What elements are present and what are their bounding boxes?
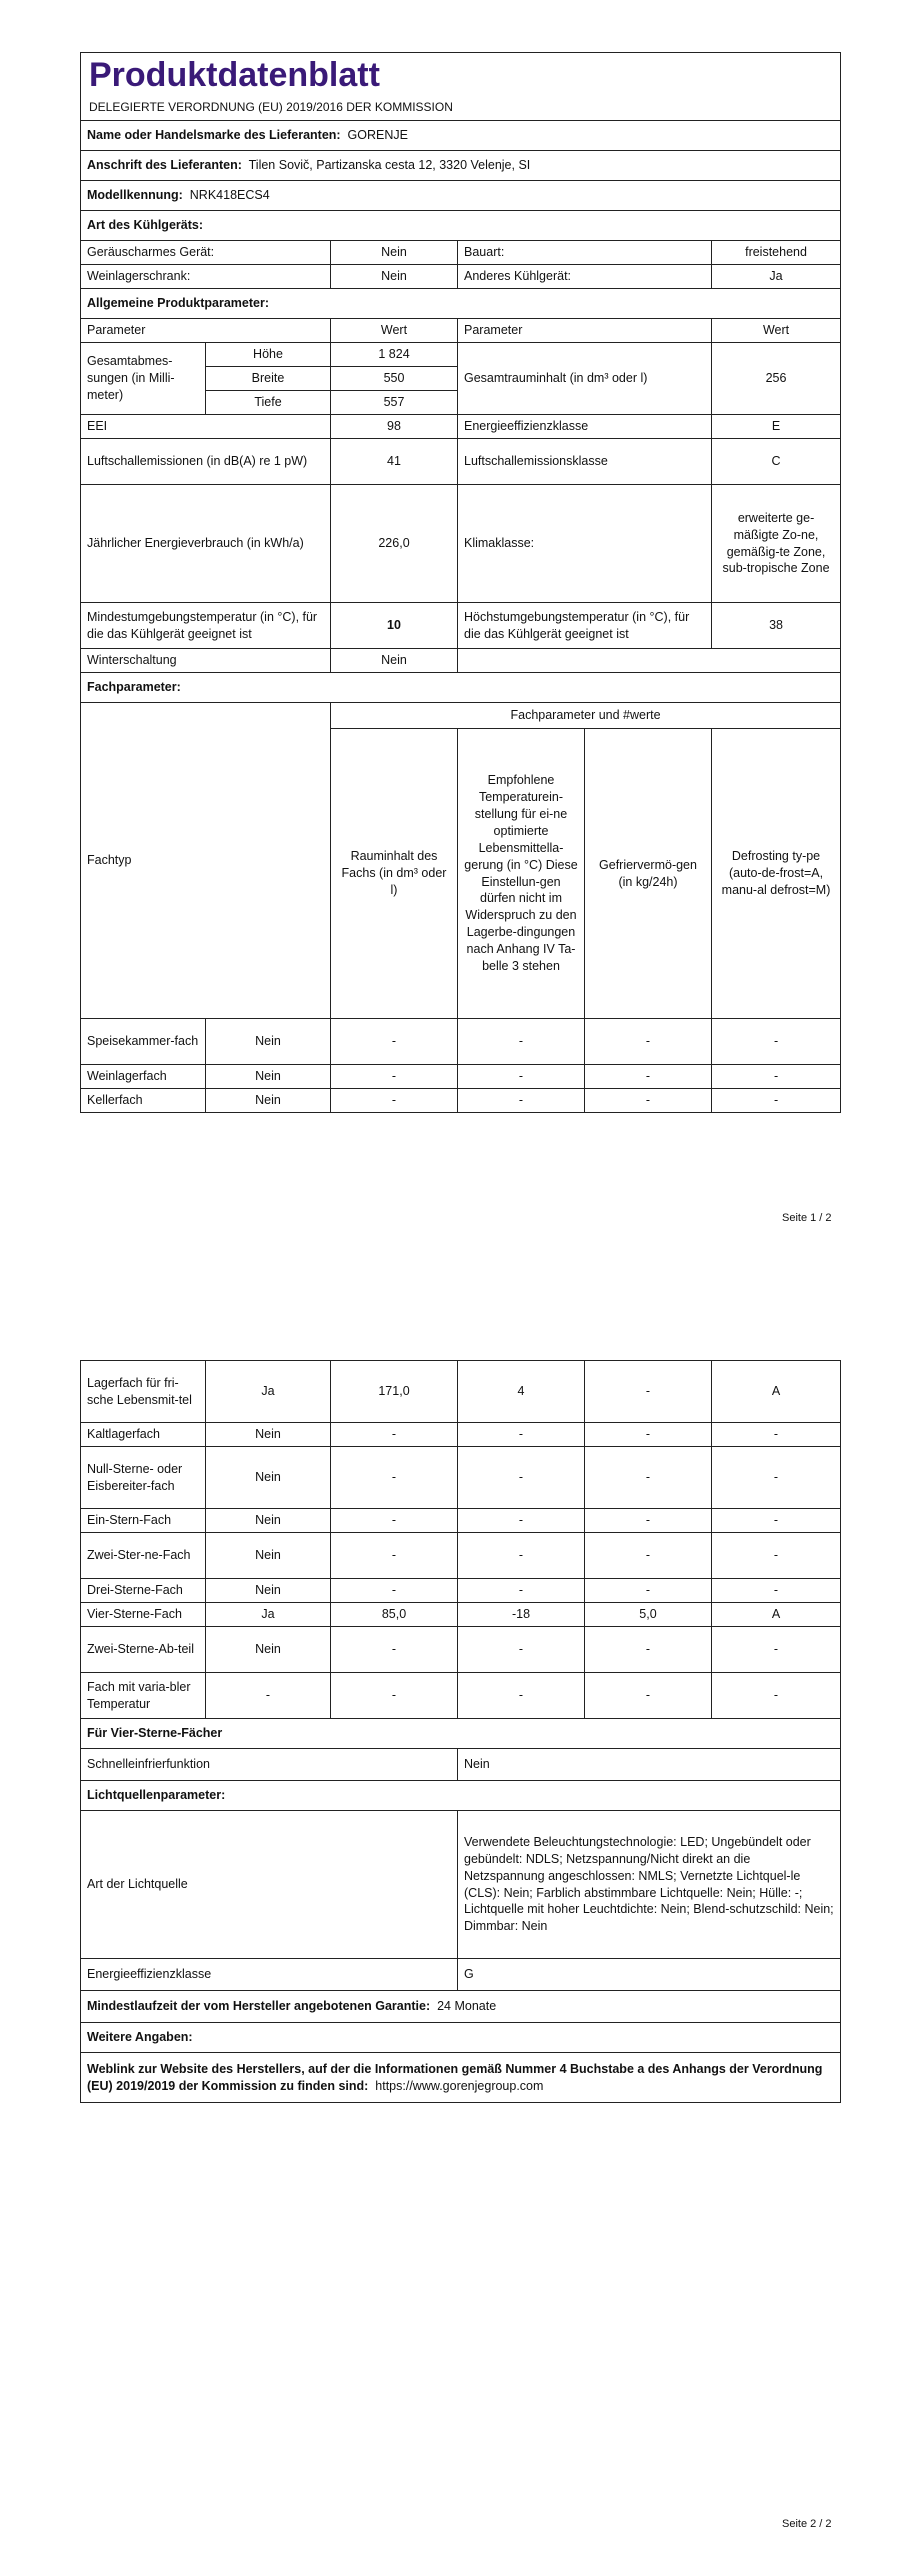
model-label: Modellkennung: [87, 188, 183, 203]
compartment-name: Zwei-Sterne-Ab-teil [81, 1627, 206, 1673]
compartment-defrost: - [712, 1019, 841, 1065]
eei-label: EEI [81, 415, 331, 439]
compartment-name: Speisekammer-fach [81, 1019, 206, 1065]
compartment-volume: 171,0 [331, 1361, 458, 1423]
climate-class-value: erweiterte ge-mäßigte Zo-ne, gemäßig-te Zone, sub-tropische Zone [712, 485, 841, 603]
page-2 [80, 1360, 840, 2103]
compartment-row [81, 1065, 841, 1089]
compartment-name: Kaltlagerfach [81, 1423, 206, 1447]
supplier-address-label: Anschrift des Lieferanten: [87, 158, 242, 173]
compartment-defrost: - [712, 1423, 841, 1447]
noise-emission-label: Luftschallemissionen (in dB(A) re 1 pW) [81, 439, 331, 485]
depth-label: Tiefe [206, 391, 331, 415]
compartment-present: - [206, 1673, 331, 1719]
col-header-parameter: Parameter [81, 319, 331, 343]
compartment-volume: - [331, 1065, 458, 1089]
compartment-freeze: - [585, 1065, 712, 1089]
compartment-temp: - [458, 1423, 585, 1447]
height-label: Höhe [206, 343, 331, 367]
compartment-present: Nein [206, 1579, 331, 1603]
width-label: Breite [206, 367, 331, 391]
light-source-type-value: Verwendete Beleuchtungstechnologie: LED; Ungebündelt oder gebündelt: NDLS; Netzspannung/Nicht direkt an die Netzspannung angeschlossen: NMLS; Vernetzte Lichtquel-le (CLS): Nein; Farblich abstimmbare Lichtquelle: Nein; Hülle: -; Lichtquelle mit hoher Leuchtdichte: Nein; Blend-schutzschild: Nein; Dimmbar: Nein [458, 1811, 841, 1959]
compartment-temp: 4 [458, 1361, 585, 1423]
compartment-group-header: Fachparameter und #werte [331, 703, 841, 729]
energy-class-label: Energieeffizienzklasse [458, 415, 712, 439]
compartment-defrost: - [712, 1447, 841, 1509]
compartment-present: Nein [206, 1533, 331, 1579]
winter-setting-empty [458, 649, 841, 673]
compartment-row [81, 1019, 841, 1065]
four-star-heading: Für Vier-Sterne-Fächer [81, 1719, 841, 1749]
general-params-heading: Allgemeine Produktparameter: [81, 289, 841, 319]
col-header-parameter-2: Parameter [458, 319, 712, 343]
compartment-row [81, 1509, 841, 1533]
energy-class-value: E [712, 415, 841, 439]
compartment-name: Vier-Sterne-Fach [81, 1603, 206, 1627]
compartment-volume: - [331, 1089, 458, 1113]
compartment-rows-page2 [81, 1361, 841, 1719]
compartment-defrost: - [712, 1627, 841, 1673]
light-source-type-label: Art der Lichtquelle [81, 1811, 458, 1959]
height-value: 1 824 [331, 343, 458, 367]
min-ambient-temp-value: 10 [331, 603, 458, 649]
compartment-volume: - [331, 1019, 458, 1065]
light-source-heading: Lichtquellenparameter: [81, 1781, 841, 1811]
compartment-defrost: - [712, 1509, 841, 1533]
col-header-value: Wert [331, 319, 458, 343]
page-number-1: Seite 1 / 2 [782, 1212, 832, 1224]
compartment-temp: - [458, 1509, 585, 1533]
guarantee-value: 24 Monate [437, 1999, 497, 2014]
winter-setting-label: Winterschaltung [81, 649, 331, 673]
compartment-present: Ja [206, 1603, 331, 1627]
compartment-defrost: - [712, 1089, 841, 1113]
light-energy-class-label: Energieeffizienzklasse [81, 1959, 458, 1991]
compartment-defrost: - [712, 1533, 841, 1579]
compartment-volume: - [331, 1627, 458, 1673]
compartment-temp: - [458, 1533, 585, 1579]
compartment-defrost: - [712, 1065, 841, 1089]
compartment-params-heading: Fachparameter: [81, 673, 841, 703]
eei-value: 98 [331, 415, 458, 439]
compartment-freeze: - [585, 1627, 712, 1673]
supplier-address-row [81, 151, 841, 181]
quick-freeze-label: Schnelleinfrierfunktion [81, 1749, 458, 1781]
compartment-temp: - [458, 1089, 585, 1113]
page-number-2: Seite 2 / 2 [782, 2518, 832, 2530]
further-info-heading: Weitere Angaben: [81, 2023, 841, 2053]
wine-cabinet-label: Weinlagerschrank: [81, 265, 331, 289]
compartment-name: Null-Sterne- oder Eisbereiter-fach [81, 1447, 206, 1509]
compartment-temp: - [458, 1447, 585, 1509]
compartment-row [81, 1089, 841, 1113]
other-appliance-value: Ja [712, 265, 841, 289]
compartment-volume: - [331, 1447, 458, 1509]
compartment-name: Weinlagerfach [81, 1065, 206, 1089]
compartment-present: Nein [206, 1065, 331, 1089]
wine-cabinet-value: Nein [331, 265, 458, 289]
compartment-type-header: Fachtyp [81, 703, 331, 1019]
compartment-present: Ja [206, 1361, 331, 1423]
compartment-volume: - [331, 1509, 458, 1533]
compartment-name: Lagerfach für fri-sche Lebensmit-tel [81, 1361, 206, 1423]
compartment-row [81, 1627, 841, 1673]
compartment-freeze: - [585, 1019, 712, 1065]
supplier-name-label: Name oder Handelsmarke des Lieferanten: [87, 128, 341, 143]
annual-energy-label: Jährlicher Energieverbrauch (in kWh/a) [81, 485, 331, 603]
compartment-row [81, 1673, 841, 1719]
quick-freeze-value: Nein [458, 1749, 841, 1781]
compartment-row [81, 1447, 841, 1509]
weblink-value: https://www.gorenjegroup.com [375, 2078, 544, 2093]
compartment-name: Zwei-Ster-ne-Fach [81, 1533, 206, 1579]
compartment-freeze: - [585, 1361, 712, 1423]
compartment-name: Fach mit varia-bler Temperatur [81, 1673, 206, 1719]
compartment-present: Nein [206, 1447, 331, 1509]
compartment-freeze: - [585, 1089, 712, 1113]
col-compartment-volume: Rauminhalt des Fachs (in dm³ oder l) [331, 729, 458, 1019]
compartment-row [81, 1603, 841, 1627]
min-ambient-temp-label: Mindestumgebungstemperatur (in °C), für die das Kühlgerät geeignet ist [81, 603, 331, 649]
compartment-freeze: 5,0 [585, 1603, 712, 1627]
compartment-present: Nein [206, 1509, 331, 1533]
total-volume-value: 256 [712, 343, 841, 415]
compartment-volume: - [331, 1533, 458, 1579]
compartment-name: Kellerfach [81, 1089, 206, 1113]
header-cell [81, 53, 841, 121]
noise-class-label: Luftschallemissionsklasse [458, 439, 712, 485]
guarantee-row [81, 1991, 841, 2023]
compartment-volume: - [331, 1423, 458, 1447]
max-ambient-temp-label: Höchstumgebungstemperatur (in °C), für die das Kühlgerät geeignet ist [458, 603, 712, 649]
design-value: freistehend [712, 241, 841, 265]
compartment-temp: - [458, 1065, 585, 1089]
compartment-temp: - [458, 1673, 585, 1719]
compartment-defrost: - [712, 1579, 841, 1603]
datasheet-table-page1 [80, 52, 841, 1113]
page-title: Produktdatenblatt [89, 55, 380, 94]
light-energy-class-value: G [458, 1959, 841, 1991]
compartment-freeze: - [585, 1673, 712, 1719]
compartment-temp: - [458, 1019, 585, 1065]
col-recommended-temp: Empfohlene Temperaturein-stellung für ei-ne optimierte Lebensmittella-gerung (in °C) Diese Einstellun-gen dürfen nicht im Widerspruch zu den Lagerbe-dingungen nach Anhang IV Ta-belle 3 stehen [458, 729, 585, 1019]
regulation-line: DELEGIERTE VERORDNUNG (EU) 2019/2016 DER KOMMISSION [89, 100, 453, 115]
compartment-volume: - [331, 1673, 458, 1719]
compartment-present: Nein [206, 1089, 331, 1113]
compartment-defrost: A [712, 1361, 841, 1423]
compartment-freeze: - [585, 1579, 712, 1603]
compartment-defrost: A [712, 1603, 841, 1627]
max-ambient-temp-value: 38 [712, 603, 841, 649]
compartment-freeze: - [585, 1447, 712, 1509]
col-header-value-2: Wert [712, 319, 841, 343]
winter-setting-value: Nein [331, 649, 458, 673]
total-volume-label: Gesamtrauminhalt (in dm³ oder l) [458, 343, 712, 415]
annual-energy-value: 226,0 [331, 485, 458, 603]
compartment-volume: 85,0 [331, 1603, 458, 1627]
compartment-temp: - [458, 1579, 585, 1603]
width-value: 550 [331, 367, 458, 391]
compartment-row [81, 1423, 841, 1447]
compartment-temp: - [458, 1627, 585, 1673]
other-appliance-label: Anderes Kühlgerät: [458, 265, 712, 289]
compartment-temp: -18 [458, 1603, 585, 1627]
weblink-label: Weblink zur Website des Herstellers, auf der die Informationen gemäß Nummer 4 Buchstabe a des Anhangs der Verordnung (EU) 2019/2019 der Kommission zu finden sind: [87, 2061, 823, 2093]
supplier-name-value: GORENJE [347, 128, 408, 143]
guarantee-label: Mindestlaufzeit der vom Hersteller angebotenen Garantie: [87, 1999, 431, 2014]
page-1 [80, 52, 840, 1113]
compartment-row [81, 1533, 841, 1579]
climate-class-label: Klimaklasse: [458, 485, 712, 603]
compartment-freeze: - [585, 1423, 712, 1447]
col-defrosting-type: Defrosting ty-pe (auto-de-frost=A, manu-al defrost=M) [712, 729, 841, 1019]
datasheet-table-page2 [80, 1360, 841, 2103]
compartment-present: Nein [206, 1627, 331, 1673]
compartment-present: Nein [206, 1423, 331, 1447]
compartment-row [81, 1579, 841, 1603]
compartment-volume: - [331, 1579, 458, 1603]
noise-class-value: C [712, 439, 841, 485]
supplier-address-value: Tilen Sovič, Partizanska cesta 12, 3320 Velenje, SI [248, 158, 531, 173]
model-value: NRK418ECS4 [189, 188, 270, 203]
low-noise-value: Nein [331, 241, 458, 265]
compartment-name: Drei-Sterne-Fach [81, 1579, 206, 1603]
model-row [81, 181, 841, 211]
noise-emission-value: 41 [331, 439, 458, 485]
low-noise-label: Geräuscharmes Gerät: [81, 241, 331, 265]
compartment-defrost: - [712, 1673, 841, 1719]
dimensions-label: Gesamtabmes-sungen (in Milli-meter) [81, 343, 206, 415]
weblink-row [81, 2053, 841, 2103]
compartment-freeze: - [585, 1533, 712, 1579]
design-label: Bauart: [458, 241, 712, 265]
compartment-rows-page1 [81, 1019, 841, 1113]
appliance-type-heading: Art des Kühlgeräts: [81, 211, 841, 241]
depth-value: 557 [331, 391, 458, 415]
col-freezing-capacity: Gefriervermö-gen (in kg/24h) [585, 729, 712, 1019]
compartment-freeze: - [585, 1509, 712, 1533]
compartment-present: Nein [206, 1019, 331, 1065]
compartment-name: Ein-Stern-Fach [81, 1509, 206, 1533]
compartment-row [81, 1361, 841, 1423]
supplier-name-row [81, 121, 841, 151]
